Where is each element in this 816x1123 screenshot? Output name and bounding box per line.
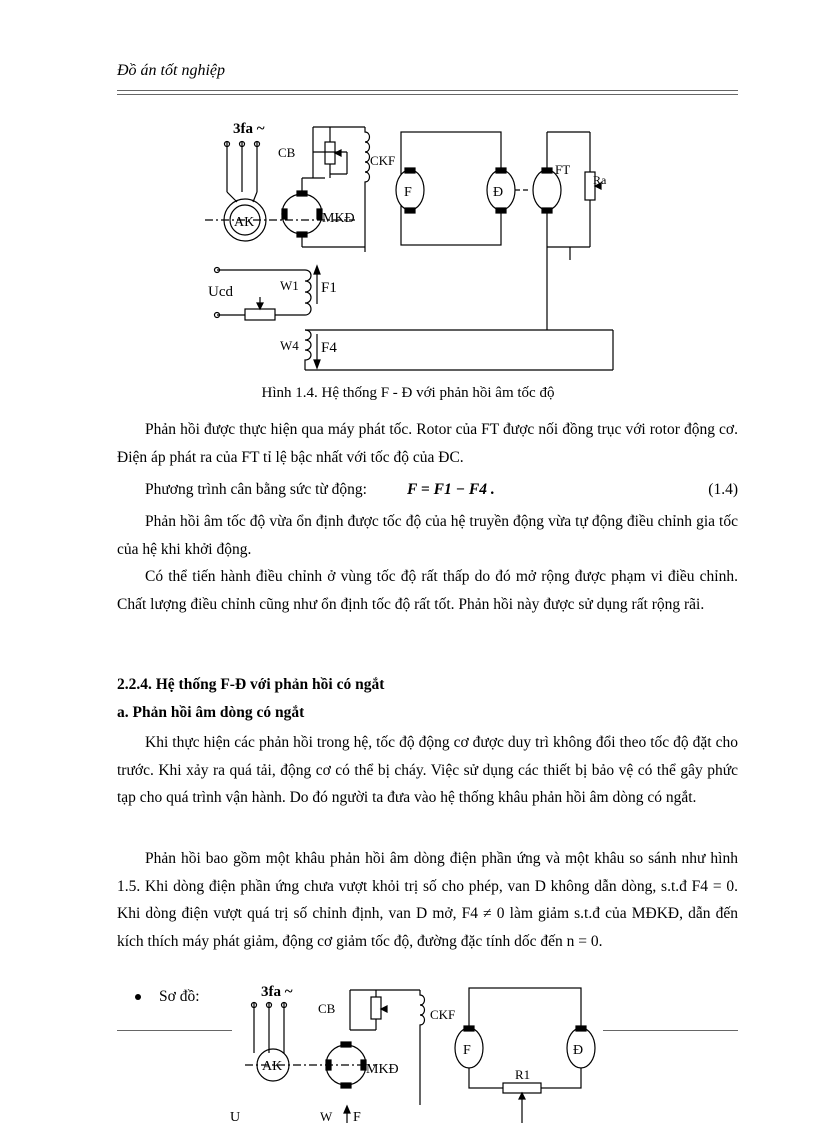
paragraph-3: Có thể tiến hành điều chỉnh ở vùng tốc độ rất thấp do đó mở rộng được phạm vi điều chỉnh. Chất lượng điều chỉnh cũng như ổn định tốc độ rất tốt. Phản hồi này được sử dụng rất rộng rãi. [117, 568, 738, 613]
paragraph-1: Phản hồi được thực hiện qua máy phát tốc. Rotor của FT được nối đồng trục với rotor động cơ. Điện áp phát ra của FT tỉ lệ bậc nhất với tốc độ của ĐC. [117, 421, 738, 466]
header-rule-2 [117, 94, 738, 95]
fig1-label-ra: Ra [593, 173, 607, 187]
fig1-mkd [282, 194, 322, 234]
fig2-label-ckf: CKF [430, 1007, 456, 1022]
fig2-label-w: W [320, 1109, 333, 1123]
fig1-label-d: Đ [493, 185, 504, 200]
fig1-label-w1: W1 [280, 278, 299, 293]
equation-line [145, 481, 738, 499]
paragraph-2: Phản hồi âm tốc độ vừa ổn định được tốc độ của hệ truyền động vừa tự động điều chỉnh gia tốc của hệ khi khởi động. [117, 513, 738, 558]
figure-1-4-diagram [205, 112, 625, 380]
bullet-text: Sơ đồ: [159, 988, 200, 1005]
sub-heading: a. Phản hồi âm dòng có ngắt [117, 704, 305, 721]
fig1-label-ft: FT [555, 162, 571, 177]
section-heading: 2.2.4. Hệ thống F-Đ với phản hồi có ngắt [117, 676, 385, 693]
equation-intro: Phương trình cân bằng sức từ động: [145, 481, 367, 498]
fig1-label-f4: F4 [321, 340, 337, 356]
bullet-item [135, 988, 200, 1006]
fig1-label-supply: 3fa ~ [233, 121, 265, 137]
fig1-label-w4: W4 [280, 338, 299, 353]
bullet-dot [135, 994, 141, 1000]
equation: F = F1 − F4 . [407, 481, 495, 498]
fig1-label-f: F [404, 185, 412, 200]
fig2-label-d: Đ [573, 1043, 584, 1058]
fig2-label-mkd: MKĐ [366, 1062, 399, 1077]
fig1-label-ak: AK [234, 215, 255, 230]
fig2-label-fr: F [353, 1110, 361, 1123]
paragraph-4: Khi thực hiện các phản hồi trong hệ, tốc độ động cơ được duy trì không đổi theo tốc độ đặt cho trước. Khi xảy ra quá tải, động cơ có thể bị cháy. Việc sử dụng các thiết bị bảo vệ có thể gây phức tạp cho quá trình vận hành. Do đó người ta đưa vào hệ thống khâu phản hồi âm dòng có ngắt. [117, 734, 738, 806]
header-rule [117, 90, 738, 91]
fig2-label-u: U [230, 1110, 241, 1123]
fig2-label-ak: AK [262, 1059, 283, 1074]
fig2-label-supply: 3fa ~ [261, 984, 293, 1000]
header-title: Đồ án tốt nghiệp [117, 62, 225, 79]
figure-1-5-diagram [225, 975, 605, 1123]
fig2-label-r1: R1 [515, 1067, 531, 1082]
paragraph-5: Phản hồi bao gồm một khâu phản hồi âm dòng điện phần ứng và một khâu so sánh như hình 1.5. Khi dòng điện phần ứng chưa vượt khỏi trị số cho phép, van D không dẫn dòng, s.t.đ F4 = 0. Khi dòng điện vượt quá trị số chỉnh định, van D mở, F4 ≠ 0 làm giảm s.t.đ của MĐKĐ, dẫn đến kích thích máy phát giảm, động cơ giảm tốc độ, đường đặc tính dốc đến n = 0. [117, 850, 738, 950]
fig1-label-cb: CB [278, 145, 296, 160]
footer-rule-right [603, 1030, 738, 1031]
fig1-label-ckf: CKF [370, 153, 396, 168]
figure-1-4-caption: Hình 1.4. Hệ thống F - Đ với phản hồi âm tốc độ [261, 385, 555, 401]
footer-rule-left [117, 1030, 232, 1031]
equation-number: (1.4) [708, 481, 738, 498]
fig2-label-cb: CB [318, 1001, 336, 1016]
fig2-label-f: F [463, 1043, 471, 1058]
fig1-label-mkd: MKĐ [322, 211, 355, 226]
fig1-label-ucd: Ucd [208, 284, 233, 300]
fig1-label-f1: F1 [321, 280, 337, 296]
